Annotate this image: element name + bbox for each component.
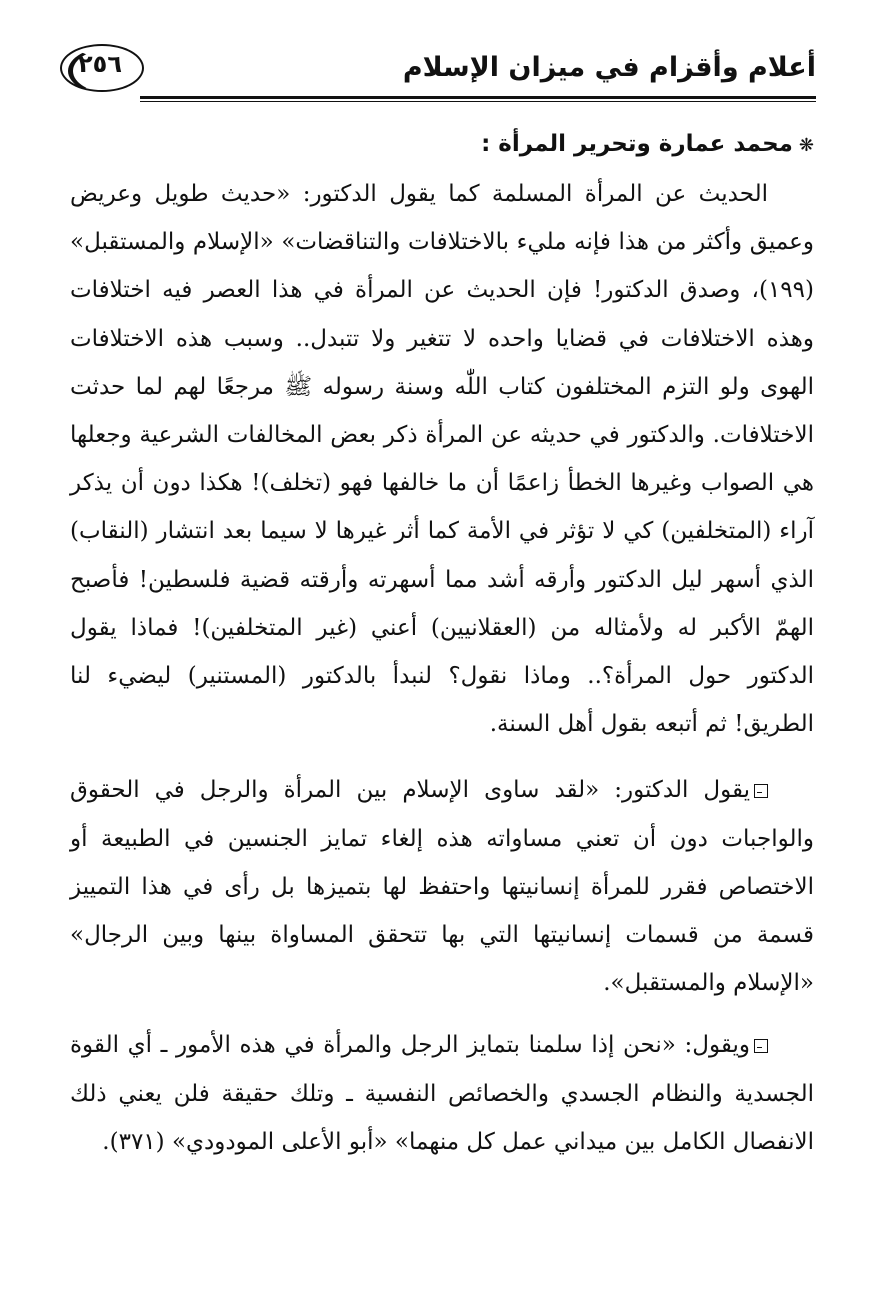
paragraph-quote-2 — [70, 1021, 814, 1166]
running-title: أعلام وأقزام في ميزان الإسلام — [402, 52, 816, 83]
paragraph-intro: الحديث عن المرأة المسلمة كما يقول الدكتور: «حديث طويل وعريض وعميق وأكثر من هذا فإنه مليء بالاختلافات والتناقضات» «الإسلام والمستقبل» (١٩٩)، وصدق الدكتور! فإن الحديث عن المرأة في هذا العصر فيه اختلافات وهذه الاختلافات في قضايا واحده لا تتغير ولا تتبدل.. وسبب هذه الاختلافات الهوى ولو التزم المختلفون كتاب اللّٰه وسنة رسوله ﷺ مرجعًا لهم لما حدثت الاختلافات. والدكتور في حديثه عن المرأة ذكر بعض المخالفات الشرعية وجعلها هي الصواب وغيرها الخطأ زاعمًا أن ما خالفها فهو (تخلف)! هكذا دون أن يذكر آراء (المتخلفين) كي لا تؤثر في الأمة كما أثر غيرها لا سيما بعد انتشار (النقاب) الذي أسهر ليل الدكتور وأرقه أشد مما أسهرته وأرقته قضية فلسطين! فأصبح الهمّ الأكبر له ولأمثاله من (العقلانيين) أعني (غير المتخلفين)! فماذا يقول الدكتور حول المرأة؟.. وماذا نقول؟ لنبدأ بالدكتور (المستنير) ليضيء لنا الطريق! ثم أتبعه بقول أهل السنة. — [70, 181, 814, 738]
section-title — [70, 120, 814, 170]
page-header — [60, 40, 816, 102]
star-marker-icon: ❋ — [798, 135, 814, 156]
paragraph-quote-1-text: يقول الدكتور: «لقد ساوى الإسلام بين المرأة والرجل في الحقوق والواجبات دون أن تعني مساواته هذه إلغاء تمايز الجنسين في الطبيعة أو الاختصاص فقرر للمرأة إنسانيتها واحتفظ لها بتميزها بل رأى في هذا التمييز قسمة من قسمات إنسانيتها التي بها تتحقق المساواة بينها وبين الرجال» «الإسلام والمستقبل». — [70, 777, 814, 997]
quote-box-icon — [754, 1039, 768, 1053]
paragraph-quote-1 — [70, 766, 814, 1007]
page-number-badge — [60, 44, 146, 94]
section-title-text: محمد عمارة وتحرير المرأة : — [481, 131, 793, 157]
page-body — [70, 120, 814, 1166]
header-rule — [140, 96, 816, 99]
paragraph-quote-2-text: ويقول: «نحن إذا سلمنا بتمايز الرجل والمرأة في هذه الأمور ـ أي القوة الجسدية والنظام الجسدي والخصائص النفسية ـ وتلك حقيقة فلن يعني ذلك الانفصال الكامل بين ميداني عمل كل منهما» «أبو الأعلى المودودي» (٣٧١). — [70, 1032, 814, 1155]
header-rule-thin — [140, 101, 816, 102]
page-number: ٢٥٦ — [78, 50, 122, 78]
quote-box-icon — [754, 784, 768, 798]
